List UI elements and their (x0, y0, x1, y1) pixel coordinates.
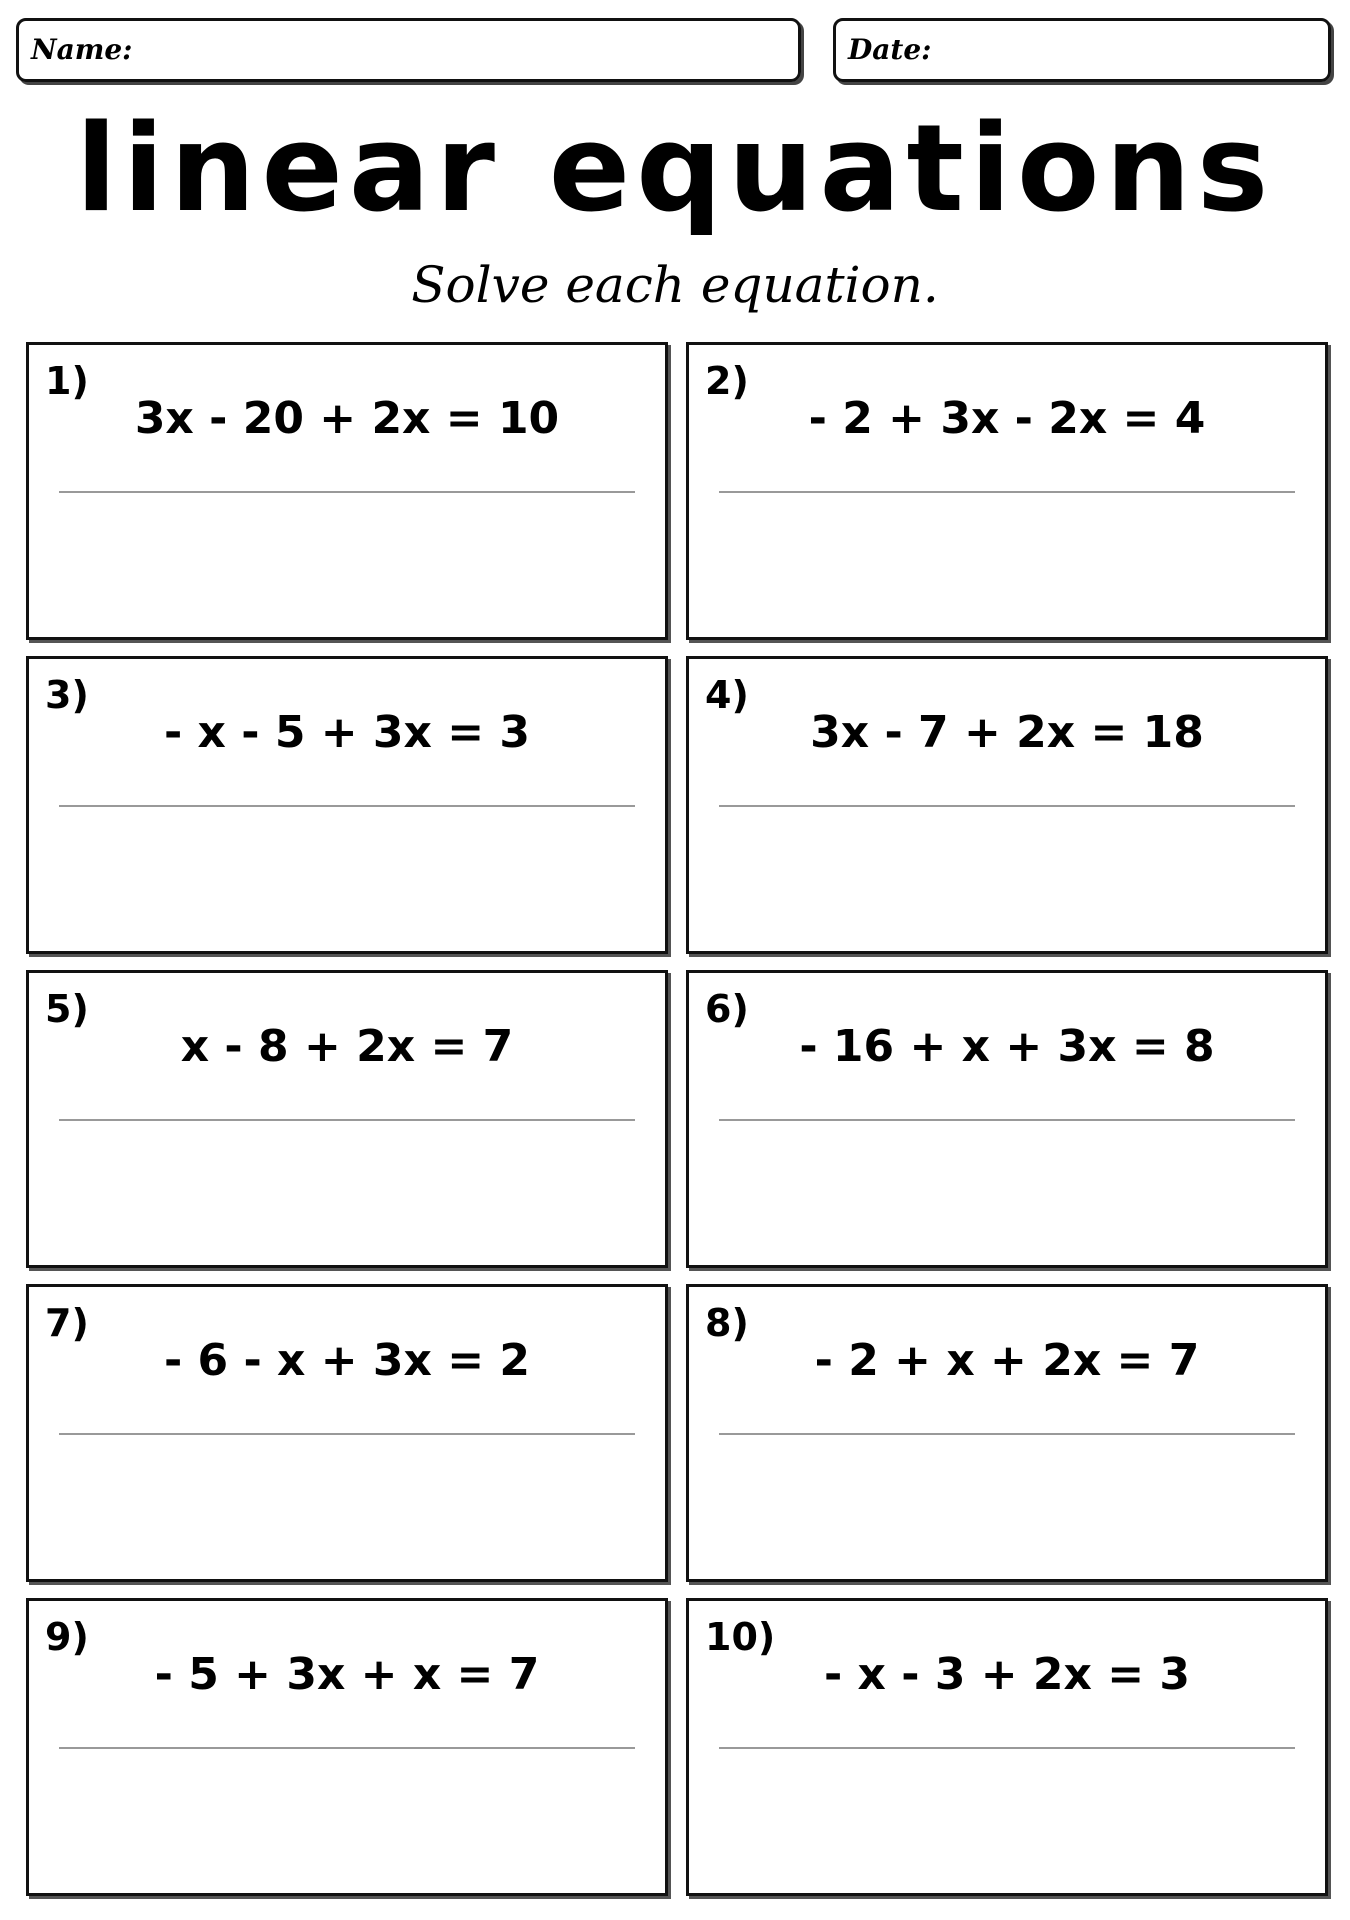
problem-box-6 (686, 970, 1328, 1268)
problem-equation: 3x - 7 + 2x = 18 (810, 707, 1204, 758)
problem-equation: x - 8 + 2x = 7 (180, 1021, 514, 1072)
name-field[interactable] (16, 18, 801, 82)
answer-line[interactable] (719, 1119, 1295, 1121)
problem-number: 7) (45, 1301, 89, 1345)
problem-box-9 (26, 1598, 668, 1896)
problem-equation: - 6 - x + 3x = 2 (163, 1335, 531, 1386)
problem-equation: - x - 5 + 3x = 3 (163, 707, 531, 758)
answer-line[interactable] (59, 1747, 635, 1749)
answer-line[interactable] (59, 491, 635, 493)
answer-line[interactable] (59, 1119, 635, 1121)
problem-number: 1) (45, 359, 89, 403)
problem-equation: - x - 3 + 2x = 3 (823, 1649, 1191, 1700)
problem-number: 3) (45, 673, 89, 717)
answer-line[interactable] (59, 1433, 635, 1435)
problem-box-3 (26, 656, 668, 954)
problem-equation: - 5 + 3x + x = 7 (154, 1649, 540, 1700)
problem-number: 6) (705, 987, 749, 1031)
name-label: Name: (31, 33, 133, 66)
problem-number: 10) (705, 1615, 776, 1659)
problem-box-2 (686, 342, 1328, 640)
problem-box-1 (26, 342, 668, 640)
problem-box-4 (686, 656, 1328, 954)
answer-line[interactable] (719, 491, 1295, 493)
problem-number: 4) (705, 673, 749, 717)
problem-number: 2) (705, 359, 749, 403)
answer-line[interactable] (719, 1747, 1295, 1749)
problem-box-7 (26, 1284, 668, 1582)
answer-line[interactable] (59, 805, 635, 807)
problem-number: 5) (45, 987, 89, 1031)
problem-equation: - 16 + x + 3x = 8 (799, 1021, 1215, 1072)
problem-box-10 (686, 1598, 1328, 1896)
page-title: linear equations (75, 100, 1275, 239)
problem-box-8 (686, 1284, 1328, 1582)
answer-line[interactable] (719, 805, 1295, 807)
problem-number: 9) (45, 1615, 89, 1659)
date-field[interactable] (833, 18, 1331, 82)
problem-equation: - 2 + 3x - 2x = 4 (808, 393, 1206, 444)
answer-line[interactable] (719, 1433, 1295, 1435)
problem-equation: 3x - 20 + 2x = 10 (134, 393, 560, 444)
problem-number: 8) (705, 1301, 749, 1345)
problem-box-5 (26, 970, 668, 1268)
date-label: Date: (848, 33, 932, 66)
instructions: Solve each equation. (411, 256, 939, 314)
problem-equation: - 2 + x + 2x = 7 (814, 1335, 1200, 1386)
